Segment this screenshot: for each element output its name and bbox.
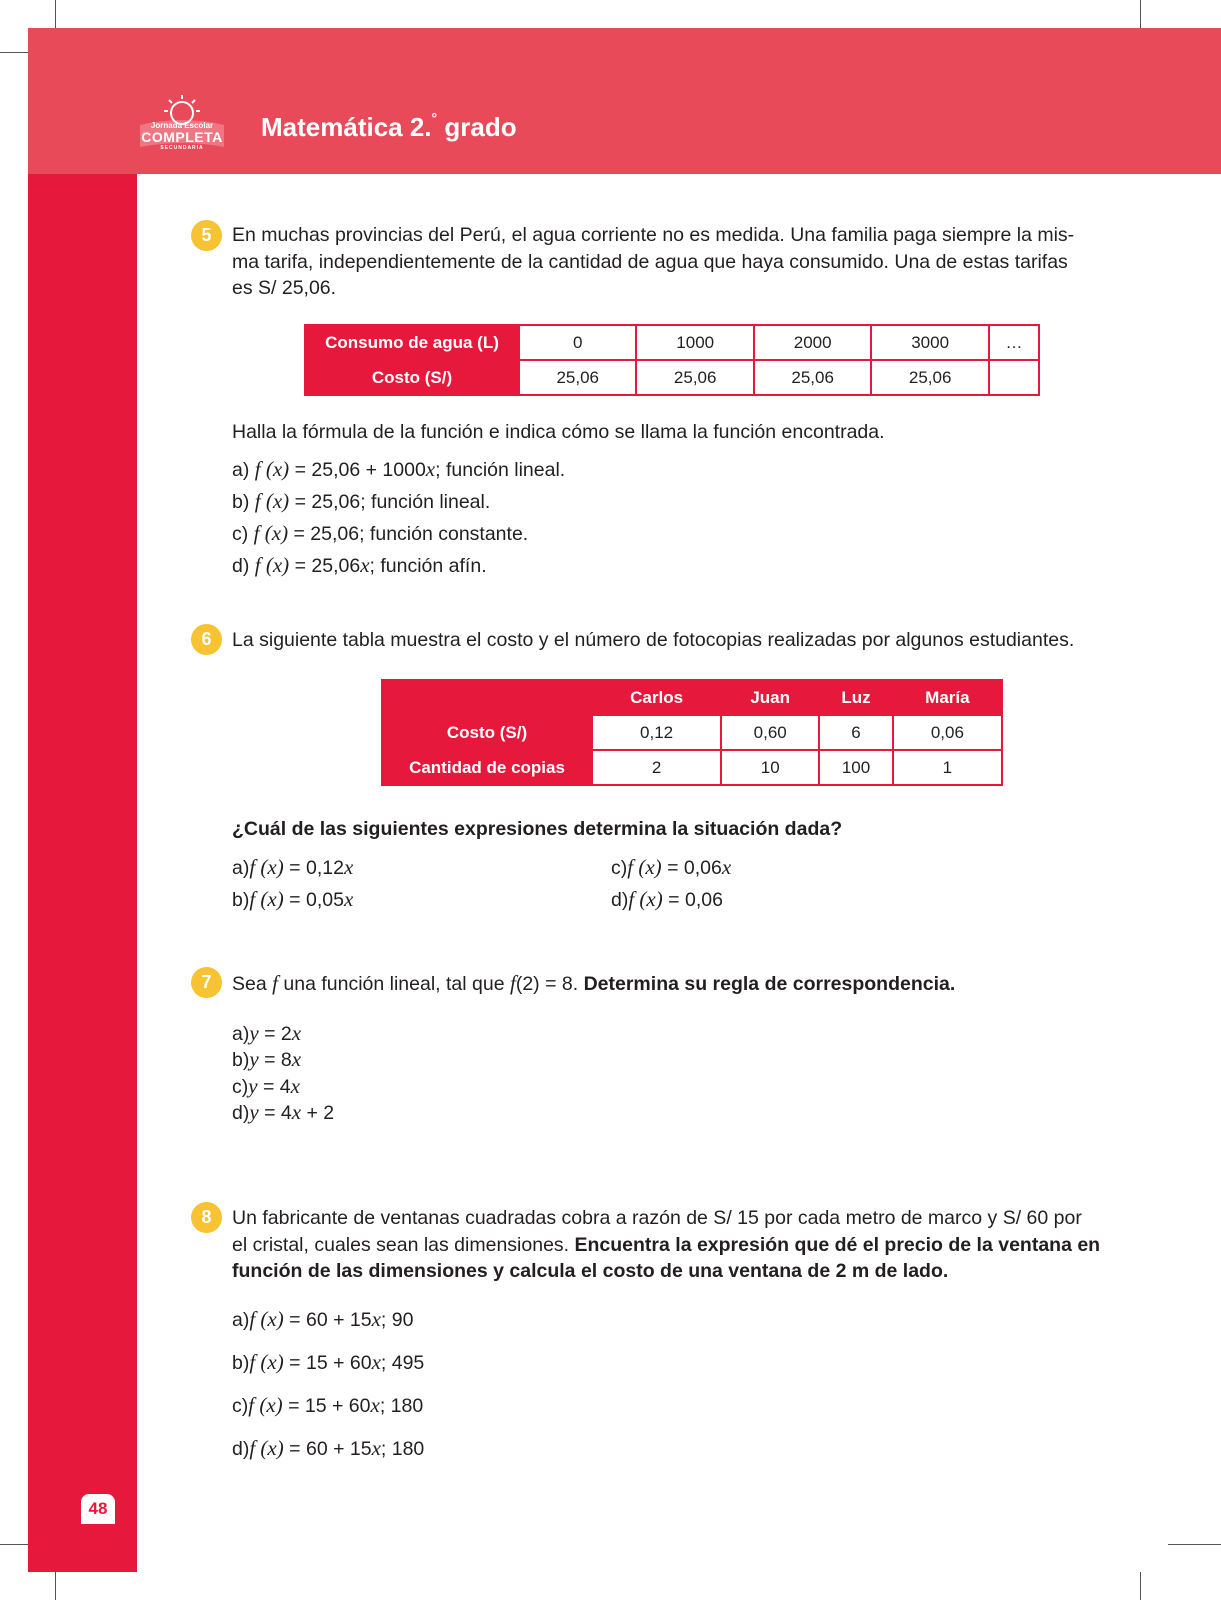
q7-text: una función lineal, tal que	[277, 973, 510, 995]
option-item	[611, 854, 731, 882]
option-text: = 25,06; función constante.	[288, 523, 529, 545]
table-row	[382, 750, 1002, 785]
q5-statement-line: es S/ 25,06.	[232, 277, 337, 299]
degree-mark: °	[431, 110, 438, 126]
q7-text: (2) = 8.	[515, 973, 584, 995]
option-tail: ; 180	[379, 1395, 424, 1417]
page-title	[261, 112, 517, 143]
variable: x	[360, 553, 370, 577]
row-header: Consumo de agua (L)	[305, 325, 519, 360]
variable: x	[291, 1047, 302, 1071]
table-cell: 1000	[636, 325, 753, 360]
option-text: = 8	[258, 1049, 292, 1071]
table-cell: …	[989, 325, 1039, 360]
option-item	[232, 1349, 424, 1377]
option-tail: ; 180	[380, 1438, 425, 1460]
table-cell: 2000	[754, 325, 871, 360]
option-text: = 0,12	[283, 857, 344, 879]
option-letter: b)	[232, 1352, 250, 1374]
option-text: = 25,06; función lineal.	[289, 491, 491, 513]
q5-prompt: Halla la fórmula de la función e indica cómo se llama la función encontrada.	[232, 421, 885, 443]
function-symbol: f (x)	[248, 1393, 283, 1417]
option-text: = 4	[258, 1102, 292, 1124]
option-letter: d)	[232, 1102, 250, 1124]
option-letter: c)	[232, 1076, 249, 1098]
empty-header-cell	[382, 680, 592, 715]
function-symbol: f (x)	[249, 887, 284, 911]
option-text: = 0,05	[283, 889, 344, 911]
column-header: Juan	[721, 680, 819, 715]
variable: y	[249, 1100, 259, 1124]
option-item	[232, 520, 528, 548]
table-cell: 0,12	[592, 715, 721, 750]
q8-line: Un fabricante de ventanas cuadradas cobra a razón de S/ 15 por cada metro de marco y S/ 60 por	[232, 1207, 1082, 1229]
option-text: = 2	[258, 1023, 292, 1045]
variable: x	[370, 1393, 380, 1417]
option-letter: d)	[232, 1438, 250, 1460]
q5-table	[304, 324, 1040, 396]
q6-table	[381, 679, 1003, 786]
table-cell: 10	[721, 750, 819, 785]
option-text: = 25,06	[289, 555, 361, 577]
q7-instruction: Determina su regla de correspondencia.	[583, 973, 956, 995]
table-cell: 25,06	[519, 360, 636, 395]
row-header: Costo (S/)	[305, 360, 519, 395]
question-number-badge: 7	[191, 967, 222, 998]
option-text: = 0,06	[662, 889, 723, 911]
function-symbol: f	[509, 971, 516, 995]
q8-instruction: función de las dimensiones y calcula el costo de una ventana de 2 m de lado.	[232, 1260, 949, 1282]
variable: y	[249, 1021, 259, 1045]
option-tail: ; 90	[380, 1309, 414, 1331]
variable: x	[290, 1074, 300, 1098]
function-symbol: f	[272, 971, 278, 995]
column-header: Luz	[819, 680, 893, 715]
table-cell: 25,06	[754, 360, 871, 395]
variable: x	[291, 1021, 302, 1045]
table-cell: 2	[592, 750, 721, 785]
option-text: = 15 + 60	[282, 1395, 371, 1417]
crop-mark	[1168, 1544, 1221, 1545]
table-row	[382, 715, 1002, 750]
variable: y	[248, 1074, 258, 1098]
option-letter: c)	[232, 1395, 249, 1417]
function-symbol: f (x)	[249, 1436, 284, 1460]
option-letter: b)	[232, 889, 250, 911]
q5-statement-line: En muchas provincias del Perú, el agua corriente no es medida. Una familia paga siempre la mis-	[232, 224, 1075, 246]
table-row	[382, 680, 1002, 715]
option-item	[232, 456, 565, 484]
option-item	[232, 1046, 301, 1074]
option-tail: ; función lineal.	[435, 459, 566, 481]
q8-text: el cristal, cuales sean las dimensiones.	[232, 1233, 575, 1256]
option-item	[232, 1306, 413, 1334]
page-number: 48	[81, 1494, 115, 1524]
option-letter: d)	[611, 889, 629, 911]
option-item	[232, 488, 490, 516]
function-symbol: f (x)	[249, 855, 284, 879]
crop-mark	[1140, 1572, 1141, 1600]
option-item	[232, 1392, 423, 1420]
table-row	[305, 360, 1039, 395]
option-text: = 0,06	[661, 857, 722, 879]
variable: x	[721, 855, 732, 879]
crop-mark	[0, 1544, 28, 1545]
title-suffix: grado	[444, 112, 517, 142]
variable: x	[343, 855, 354, 879]
variable: x	[343, 887, 354, 911]
option-item	[232, 552, 487, 580]
side-band	[28, 174, 137, 1572]
crop-mark	[55, 0, 56, 28]
crop-mark	[1140, 0, 1141, 28]
option-text: = 15 + 60	[283, 1352, 372, 1374]
q6-question: ¿Cuál de las siguientes expresiones determina la situación dada?	[232, 818, 843, 840]
title-main: Matemática 2.	[261, 112, 432, 142]
table-cell: 0	[519, 325, 636, 360]
option-letter: a)	[232, 1023, 250, 1045]
option-letter: d)	[232, 555, 250, 577]
column-header: Carlos	[592, 680, 721, 715]
q7-statement	[232, 970, 955, 998]
table-row	[305, 325, 1039, 360]
table-cell: 6	[819, 715, 893, 750]
q8-line	[232, 1232, 1112, 1259]
option-letter: c)	[232, 523, 249, 545]
jornada-escolar-logo	[138, 95, 226, 155]
crop-mark	[0, 52, 28, 53]
column-header: María	[893, 680, 1002, 715]
logo-line2: COMPLETA	[141, 129, 223, 145]
option-item	[232, 886, 353, 914]
table-cell: 1	[893, 750, 1002, 785]
q6-statement: La siguiente tabla muestra el costo y el número de fotocopias realizadas por algunos estudiantes.	[232, 629, 1075, 651]
option-text: = 25,06 + 1000	[289, 459, 426, 481]
option-letter: a)	[232, 459, 250, 481]
variable: x	[291, 1100, 302, 1124]
table-cell: 100	[819, 750, 893, 785]
option-letter: b)	[232, 1049, 250, 1071]
function-symbol: f (x)	[254, 553, 290, 577]
function-symbol: f (x)	[254, 489, 290, 513]
option-text: = 60 + 15	[283, 1438, 372, 1460]
function-symbol: f (x)	[254, 457, 290, 481]
question-number-badge: 8	[191, 1202, 222, 1233]
function-symbol: f (x)	[249, 1350, 284, 1374]
option-text: = 60 + 15	[283, 1309, 372, 1331]
q8-statement	[232, 1205, 1112, 1285]
option-text: = 4	[257, 1076, 291, 1098]
question-number-badge: 6	[191, 624, 222, 655]
table-cell	[989, 360, 1039, 395]
option-item	[232, 854, 353, 882]
option-item	[232, 1435, 424, 1463]
option-item	[611, 886, 723, 914]
function-symbol: f (x)	[628, 887, 663, 911]
option-item	[232, 1020, 301, 1048]
row-header: Cantidad de copias	[382, 750, 592, 785]
q5-statement	[232, 222, 1102, 302]
variable: x	[371, 1436, 381, 1460]
table-cell: 0,60	[721, 715, 819, 750]
option-letter: b)	[232, 491, 250, 513]
table-cell: 25,06	[636, 360, 753, 395]
q5-statement-line: ma tarifa, independientemente de la cantidad de agua que haya consumido. Una de estas tarifas	[232, 250, 1068, 273]
option-item	[232, 1099, 334, 1127]
question-number-badge: 5	[191, 220, 222, 251]
option-tail: + 2	[301, 1102, 335, 1124]
variable: x	[425, 457, 436, 481]
logo-line1: Jornada Escolar	[150, 121, 214, 130]
variable: x	[371, 1307, 381, 1331]
row-header: Costo (S/)	[382, 715, 592, 750]
option-item	[232, 1073, 300, 1101]
logo-line3: SECUNDARIA	[160, 145, 204, 151]
function-symbol: f (x)	[249, 1307, 284, 1331]
q8-instruction: Encuentra la expresión que dé el precio de la ventana en	[574, 1233, 1101, 1256]
table-cell: 3000	[871, 325, 988, 360]
option-tail: ; 495	[380, 1352, 425, 1374]
table-cell: 0,06	[893, 715, 1002, 750]
option-letter: c)	[611, 857, 628, 879]
option-letter: a)	[232, 857, 250, 879]
option-tail: ; función afín.	[369, 555, 487, 577]
option-letter: a)	[232, 1309, 250, 1331]
variable: x	[371, 1350, 381, 1374]
function-symbol: f (x)	[627, 855, 662, 879]
table-cell: 25,06	[871, 360, 988, 395]
function-symbol: f (x)	[253, 521, 289, 545]
crop-mark	[55, 1572, 56, 1600]
variable: y	[249, 1047, 259, 1071]
q7-text: Sea	[232, 973, 273, 995]
